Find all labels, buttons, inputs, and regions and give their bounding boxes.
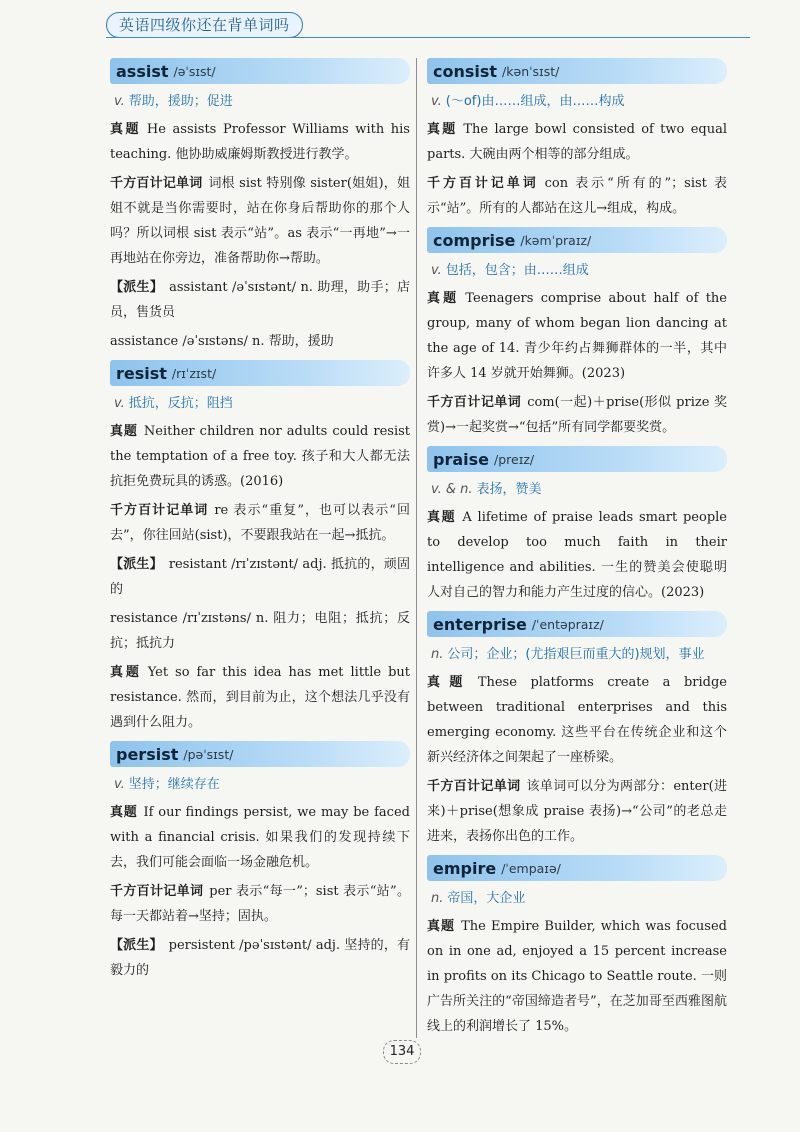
phonetic: /əˈsɪst/ [173, 63, 216, 79]
entry-line [427, 390, 727, 440]
line-label: 【派生】 [110, 938, 163, 953]
line-label: 真题 [427, 291, 460, 306]
headword: assist [116, 61, 169, 81]
entry-line [110, 498, 410, 548]
line-label: 真题 [427, 675, 472, 690]
headword: enterprise [433, 614, 527, 634]
meaning: 抵抗，反抗；阻挡 [128, 396, 233, 411]
headword: praise [433, 449, 489, 469]
definition [431, 645, 727, 664]
entry-line [110, 606, 410, 656]
line-text: com(一起)＋prise(形似 prize 奖赏)→一起奖赏→“包括”所有同学都要奖赏。 [427, 395, 727, 435]
headword-bar [110, 360, 410, 386]
entry-line [110, 800, 410, 875]
line-text: assistant /əˈsɪstənt/ n. 助理，助手；店员，售货员 [110, 280, 410, 320]
phonetic: /preɪz/ [494, 451, 535, 467]
line-text: resistant /rɪˈzɪstənt/ adj. 抵抗的，顽固的 [110, 557, 410, 597]
left-column [110, 58, 410, 989]
entry-assist [110, 58, 410, 354]
entry-line [110, 171, 410, 271]
part-of-speech: n. [431, 647, 444, 662]
line-text: persistent /pəˈsɪstənt/ adj. 坚持的，有毅力的 [110, 938, 410, 978]
line-text: The Empire Builder, which was focused on in one ad, enjoyed a 15 percent increase in profits on its Chicago to Seattle route. 一则广告所关注的“帝国缔造者号”，在芝加哥至西雅图航线上的利润增长了 15%。 [427, 919, 727, 1034]
meaning: 表扬，赞美 [476, 482, 542, 497]
phonetic: /kənˈsɪst/ [502, 63, 560, 79]
line-text: assistance /əˈsɪstəns/ n. 帮助，援助 [110, 334, 334, 349]
line-label: 【派生】 [110, 280, 164, 295]
line-text: These platforms create a bridge between traditional enterprises and this emerging economy. 这些平台在传统企业和这个新兴经济体之间架起了一座桥梁。 [427, 675, 727, 765]
headword: consist [433, 61, 498, 81]
line-text: resistance /rɪˈzɪstəns/ n. 阻力；电阻；抵抗；反抗；抵抗力 [110, 611, 410, 651]
line-text: Neither children nor adults could resist the temptation of a free toy. 孩子和大人都无法抗拒免费玩具的诱惑。(2016) [110, 424, 410, 489]
part-of-speech: v. & n. [431, 482, 473, 497]
entry-line [110, 117, 410, 167]
headword: empire [433, 858, 497, 878]
part-of-speech: v. [431, 263, 442, 278]
line-text: 词根 sist 特别像 sister(姐姐)，姐姐不就是当你需要时，站在你身后帮助你的那个人吗？所以词根 sist 表示“站”。as 表示“一再地”→一再地站在你旁边，准备帮助你→帮助。 [110, 176, 410, 266]
definition [431, 480, 727, 499]
entry-resist [110, 360, 410, 735]
entry-consist [427, 58, 727, 221]
page-number: 134 [383, 1040, 421, 1064]
entry-praise [427, 446, 727, 605]
definition [114, 394, 410, 413]
entry-line [110, 879, 410, 929]
definition [431, 889, 727, 908]
headword-bar [110, 58, 410, 84]
line-text: 该单词可以分为两部分：enter(进来)＋prise(想象成 praise 表扬)→“公司”的老总走进来，表扬你出色的工作。 [427, 779, 727, 844]
entry-line [427, 505, 727, 605]
definition [431, 92, 727, 111]
line-label: 千方百计记单词 [427, 779, 521, 794]
entry-line [110, 329, 410, 354]
right-column [427, 58, 727, 1045]
line-text: Teenagers comprise about half of the group, many of whom began lion dancing at the age of 14. 青少年约占舞狮群体的一半，其中许多人 14 岁就开始舞狮。(2023) [427, 291, 727, 381]
headword-bar [427, 855, 727, 881]
headword-bar [427, 611, 727, 637]
entry-persist [110, 741, 410, 983]
headword: comprise [433, 230, 516, 250]
definition [114, 92, 410, 111]
column-divider [416, 58, 417, 1038]
phonetic: /ˈempaɪə/ [501, 860, 561, 876]
phonetic: /rɪˈzɪst/ [171, 365, 217, 381]
book-title-tab: 英语四级你还在背单词吗 [106, 12, 303, 38]
header-rule [106, 37, 750, 38]
entry-line [110, 552, 410, 602]
line-label: 千方百计记单词 [427, 176, 539, 191]
line-label: 真题 [110, 665, 142, 680]
entry-comprise [427, 227, 727, 440]
line-label: 真题 [427, 919, 456, 934]
headword-bar [427, 446, 727, 472]
phonetic: /kəmˈpraɪz/ [520, 232, 592, 248]
entry-empire [427, 855, 727, 1039]
entry-line [110, 419, 410, 494]
entry-line [110, 933, 410, 983]
line-text: re 表示“重复”，也可以表示“回去”，你往回站(sist)，不要跟我站在一起→抵抗。 [110, 503, 410, 543]
entry-enterprise [427, 611, 727, 849]
line-text: per 表示“每一”；sist 表示“站”。每一天都站着→坚持；固执。 [110, 884, 410, 924]
phonetic: /ˈentəpraɪz/ [531, 616, 604, 632]
part-of-speech: v. [114, 777, 125, 792]
line-label: 千方百计记单词 [110, 176, 203, 191]
line-text: con 表示“所有的”；sist 表示“站”。所有的人都站在这儿→组成，构成。 [427, 176, 727, 216]
line-text: Yet so far this idea has met little but resistance. 然而，到目前为止，这个想法几乎没有遇到什么阻力。 [110, 665, 410, 730]
line-label: 真题 [110, 122, 141, 137]
part-of-speech: v. [114, 94, 125, 109]
definition [431, 261, 727, 280]
headword: resist [116, 363, 167, 383]
headword-bar [427, 58, 727, 84]
line-text: The large bowl consisted of two equal parts. 大碗由两个相等的部分组成。 [427, 122, 727, 162]
part-of-speech: n. [431, 891, 444, 906]
meaning: 包括，包含；由……组成 [445, 263, 589, 278]
part-of-speech: v. [114, 396, 125, 411]
line-label: 真题 [110, 805, 138, 820]
line-text: A lifetime of praise leads smart people to develop too much faith in their intelligence and abilities. 一生的赞美会使聪明人对自己的智力和能力产生过度的信心。(2023) [427, 510, 727, 600]
line-label: 真题 [110, 424, 138, 439]
line-label: 真题 [427, 122, 458, 137]
meaning: (～of)由……组成，由……构成 [445, 94, 625, 109]
line-text: If our findings persist, we may be faced with a financial crisis. 如果我们的发现持续下去，我们可能会面临一场金融危机。 [110, 805, 410, 870]
entry-line [427, 670, 727, 770]
part-of-speech: v. [431, 94, 442, 109]
phonetic: /pəˈsɪst/ [183, 746, 234, 762]
headword: persist [116, 744, 179, 764]
entry-line [427, 171, 727, 221]
entry-line [427, 774, 727, 849]
line-label: 千方百计记单词 [427, 395, 522, 410]
line-label: 真题 [427, 510, 457, 525]
entry-line [427, 914, 727, 1039]
headword-bar [110, 741, 410, 767]
line-label: 【派生】 [110, 557, 163, 572]
meaning: 坚持；继续存在 [128, 777, 220, 792]
line-label: 千方百计记单词 [110, 884, 204, 899]
entry-line [427, 286, 727, 386]
line-label: 千方百计记单词 [110, 503, 209, 518]
definition [114, 775, 410, 794]
meaning: 帝国，大企业 [447, 891, 526, 906]
meaning: 公司；企业；(尤指艰巨而重大的)规划，事业 [447, 647, 705, 662]
entry-line [427, 117, 727, 167]
headword-bar [427, 227, 727, 253]
meaning: 帮助，援助；促进 [128, 94, 233, 109]
line-text: He assists Professor Williams with his teaching. 他协助威廉姆斯教授进行教学。 [110, 122, 410, 162]
entry-line [110, 275, 410, 325]
entry-line [110, 660, 410, 735]
